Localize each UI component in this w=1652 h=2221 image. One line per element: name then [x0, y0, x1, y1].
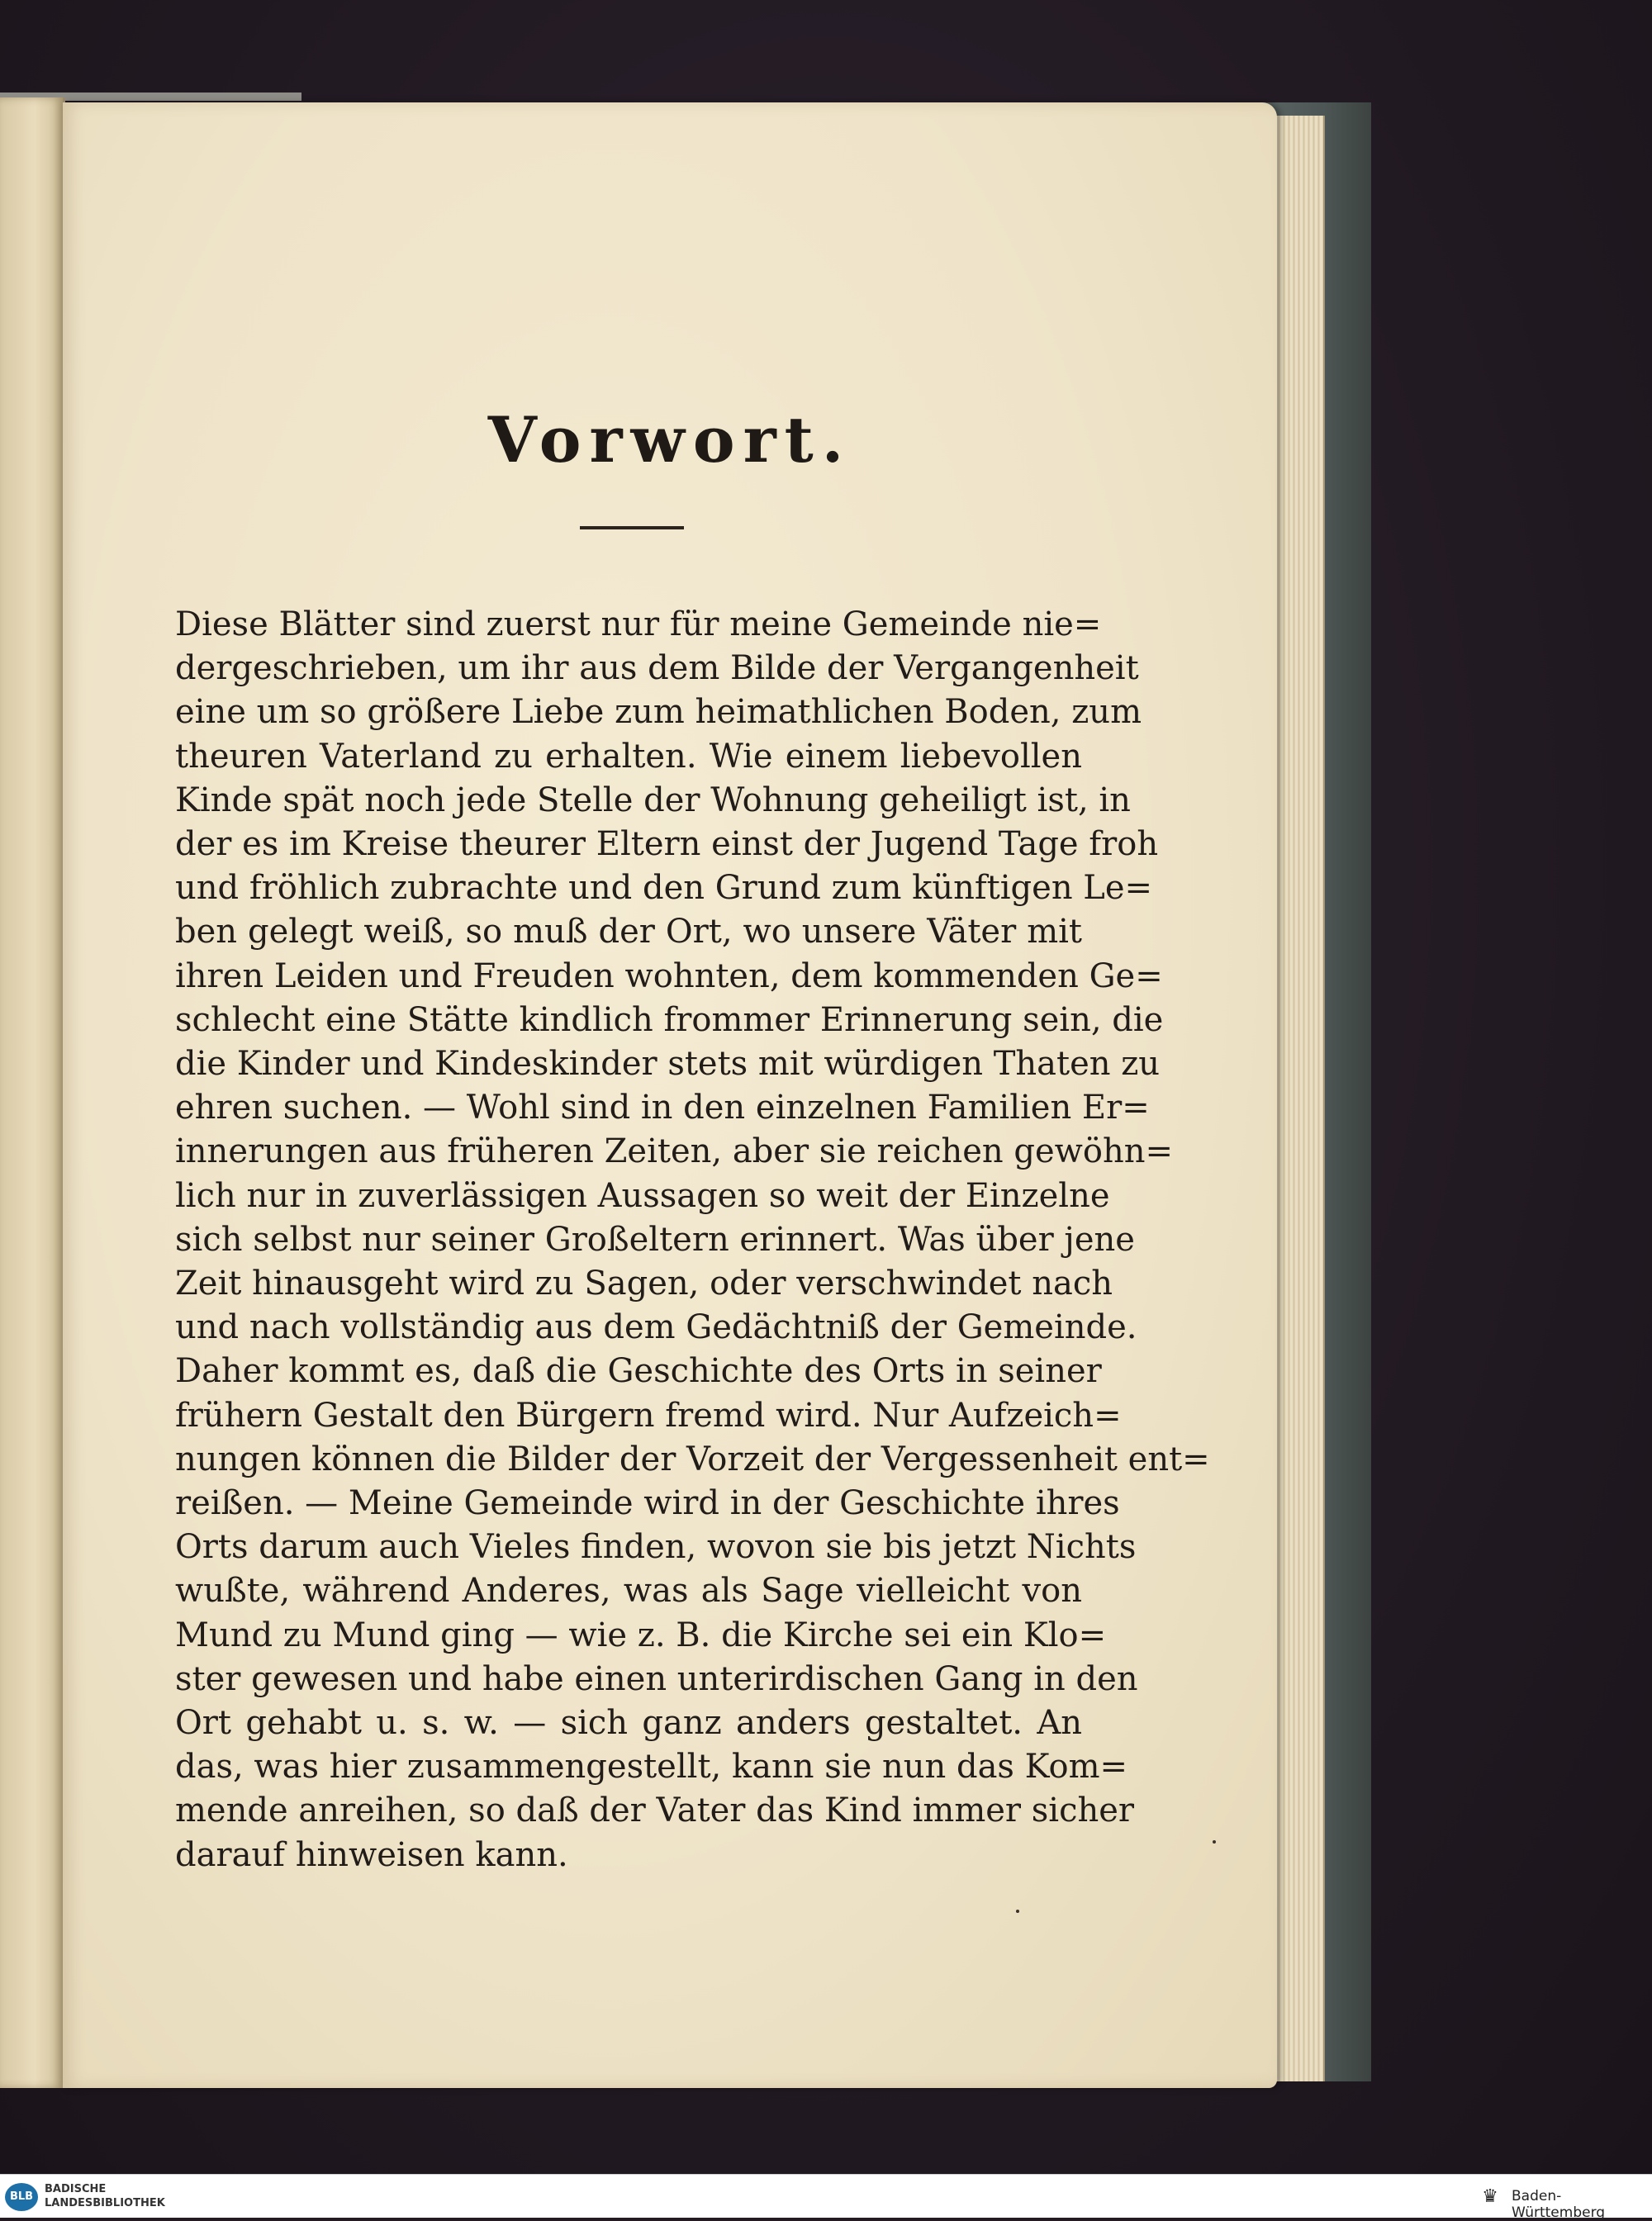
body-text — [175, 603, 1210, 1877]
footer-bar — [0, 2174, 1652, 2221]
text-line: schlecht eine Stätte kindlich frommer Erinnerung sein, die — [175, 1000, 1164, 1039]
title-rule — [580, 526, 684, 529]
paper-speck — [1213, 1840, 1216, 1844]
text-line: Mund zu Mund ging — wie z. B. die Kirche sei ein Klo= — [175, 1616, 1107, 1654]
text-line: der es im Kreise theurer Eltern einst der Jugend Tage froh — [175, 825, 1159, 864]
text-line: ehren suchen. — Wohl sind in den einzelnen Familien Er= — [175, 1089, 1150, 1127]
text-line: Ort gehabt u. s. w. — sich ganz anders gestaltet. An — [175, 1704, 1082, 1743]
text-line: und nach vollständig aus dem Gedächtniß der Gemeinde. — [175, 1308, 1137, 1347]
text-line: eine um so größere Liebe zum heimathlichen Boden, zum — [175, 693, 1142, 732]
text-line: dergeschrieben, um ihr aus dem Bilde der Vergangenheit — [175, 649, 1139, 688]
text-line: wußte, während Anderes, was als Sage vielleicht von — [175, 1572, 1082, 1611]
text-line: innerungen aus früheren Zeiten, aber sie reichen gewöhn= — [175, 1132, 1174, 1171]
library-name[interactable] — [45, 2182, 165, 2210]
text-line: mende anreihen, so daß der Vater das Kind immer sicher — [175, 1792, 1135, 1830]
text-line: Orts darum auch Vieles finden, wovon sie bis jetzt Nichts — [175, 1528, 1137, 1567]
text-line: Diese Blätter sind zuerst nur für meine Gemeinde nie= — [175, 605, 1102, 643]
text-line: darauf hinweisen kann. — [175, 1835, 568, 1874]
state-name[interactable]: Baden-Württemberg — [1512, 2188, 1606, 2221]
text-line: die Kinder und Kindeskinder stets mit würdigen Thaten zu — [175, 1045, 1161, 1084]
text-line: das, was hier zusammengestellt, kann sie nun das Kom= — [175, 1748, 1128, 1787]
text-line: sich selbst nur seiner Großeltern erinnert. Was über jene — [175, 1220, 1135, 1259]
text-line: lich nur in zuverlässigen Aussagen so weit der Einzelne — [175, 1176, 1110, 1215]
text-line: nungen können die Bilder der Vorzeit der Vergessenheit ent= — [175, 1440, 1210, 1478]
text-line: ihren Leiden und Freuden wohnten, dem kommenden Ge= — [175, 956, 1163, 995]
text-line: Kinde spät noch jede Stelle der Wohnung geheiligt ist, in — [175, 781, 1131, 819]
text-line: ben gelegt weiß, so muß der Ort, wo unsere Väter mit — [175, 913, 1082, 952]
left-page-sliver — [0, 97, 65, 2088]
paper-speck — [1016, 1910, 1019, 1913]
page-title: Vorwort. — [487, 403, 852, 477]
text-line: ster gewesen und habe einen unterirdischen Gang in den — [175, 1659, 1138, 1698]
text-line: frühern Gestalt den Bürgern fremd wird. Nur Aufzeich= — [175, 1396, 1122, 1435]
text-line: Daher kommt es, daß die Geschichte des Orts in seiner — [175, 1352, 1102, 1391]
coat-of-arms-icon: ♛ — [1482, 2186, 1498, 2207]
text-line: reißen. — Meine Gemeinde wird in der Geschichte ihres — [175, 1484, 1120, 1523]
blb-logo-icon[interactable]: BLB — [5, 2183, 38, 2211]
text-line: und fröhlich zubrachte und den Grund zum künftigen Le= — [175, 869, 1153, 908]
text-line: Zeit hinausgeht wird zu Sagen, oder verschwindet nach — [175, 1265, 1113, 1303]
library-name-line2: LANDESBIBLIOTHEK — [45, 2197, 165, 2209]
library-name-line1: BADISCHE — [45, 2183, 107, 2195]
text-line: theuren Vaterland zu erhalten. Wie einem liebevollen — [175, 737, 1082, 776]
